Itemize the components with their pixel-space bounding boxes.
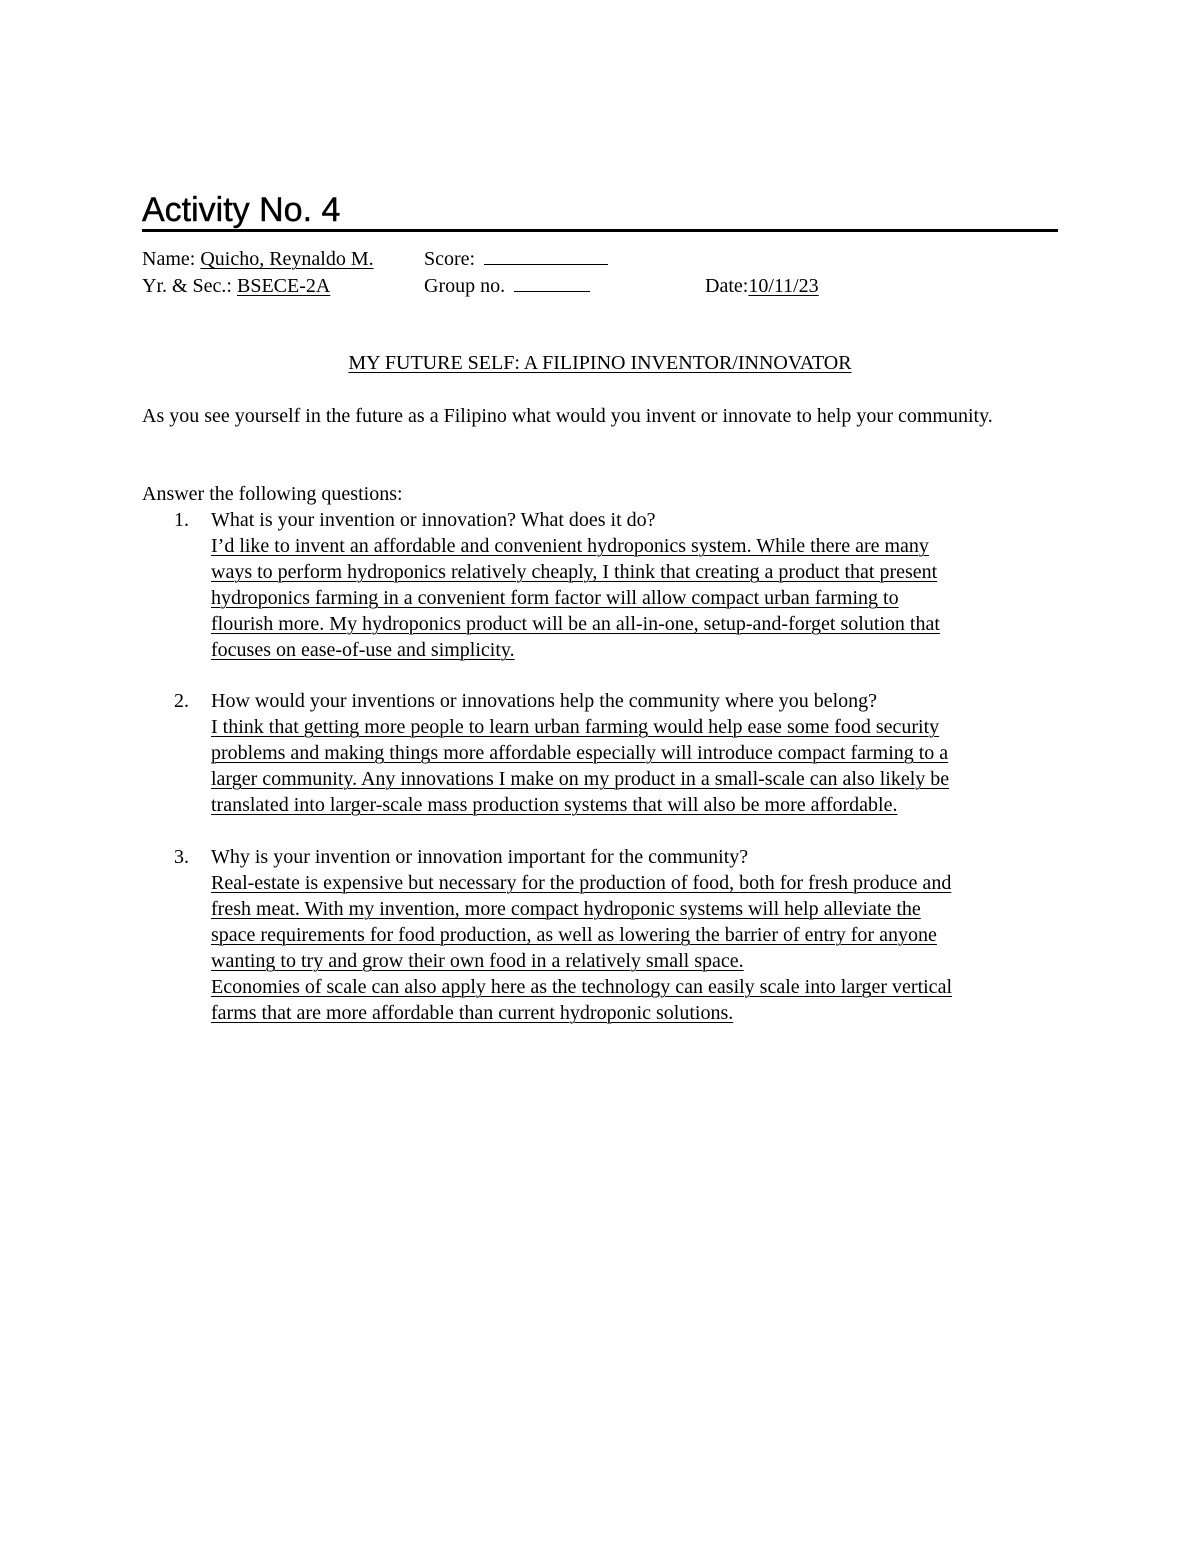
prompt-text: As you see yourself in the future as a Filipino what would you invent or innovate to help your community. — [142, 405, 993, 427]
answer-line: ways to perform hydroponics relatively cheaply, I think that creating a product that present — [211, 561, 938, 583]
question-text: What is your invention or innovation? What does it do? — [211, 509, 656, 531]
question-number: 1. — [174, 509, 189, 531]
instruction-text: Answer the following questions: — [142, 483, 403, 505]
answer-line: flourish more. My hydroponics product will be an all-in-one, setup-and-forget solution that — [211, 613, 940, 635]
activity-heading: MY FUTURE SELF: A FILIPINO INVENTOR/INNOVATOR — [348, 352, 852, 374]
answer-line: Economies of scale can also apply here as the technology can easily scale into larger vertical — [211, 976, 952, 998]
answer-line: fresh meat. With my invention, more compact hydroponic systems will help alleviate the — [211, 898, 921, 920]
group-row — [424, 273, 590, 299]
answer-line: I think that getting more people to learn urban farming would help ease some food security — [211, 716, 940, 738]
answer-line: problems and making things more affordable especially will introduce compact farming to a — [211, 742, 949, 764]
yrsec-value: BSECE-2A — [237, 275, 331, 297]
answer-line: wanting to try and grow their own food in a relatively small space. — [211, 950, 744, 972]
answer-line: translated into larger-scale mass production systems that will also be more affordable. — [211, 794, 898, 816]
answer-line: focuses on ease-of-use and simplicity. — [211, 639, 515, 661]
title-rule — [142, 229, 1058, 232]
group-label: Group no. — [424, 275, 506, 297]
answer-line: larger community. Any innovations I make on my product in a small-scale can also likely be — [211, 768, 950, 790]
yrsec-label: Yr. & Sec.: — [142, 275, 232, 297]
date-value: 10/11/23 — [748, 275, 819, 297]
name-value: Quicho, Reynaldo M. — [200, 248, 374, 270]
answer-block — [211, 714, 1071, 818]
question-number: 3. — [174, 846, 189, 868]
answer-block — [211, 870, 1071, 1026]
answer-line: Real-estate is expensive but necessary for the production of food, both for fresh produce and — [211, 872, 952, 894]
answer-line: space requirements for food production, as well as lowering the barrier of entry for anyone — [211, 924, 937, 946]
date-label: Date: — [705, 275, 749, 297]
date-row — [705, 273, 819, 299]
question-number: 2. — [174, 690, 189, 712]
answer-block — [211, 533, 1071, 663]
group-blank — [514, 273, 590, 292]
score-blank — [484, 246, 608, 265]
activity-title: Activity No. 4 — [142, 191, 341, 229]
name-label: Name: — [142, 248, 196, 270]
question-text: How would your inventions or innovations help the community where you belong? — [211, 690, 878, 712]
yrsec-row — [142, 273, 330, 299]
answer-line: farms that are more affordable than current hydroponic solutions. — [211, 1002, 734, 1024]
score-label: Score: — [424, 248, 476, 270]
name-row — [142, 246, 374, 272]
question-text: Why is your invention or innovation important for the community? — [211, 846, 749, 868]
score-row — [424, 246, 608, 272]
answer-line: I’d like to invent an affordable and convenient hydroponics system. While there are many — [211, 535, 929, 557]
answer-line: hydroponics farming in a convenient form factor will allow compact urban farming to — [211, 587, 899, 609]
